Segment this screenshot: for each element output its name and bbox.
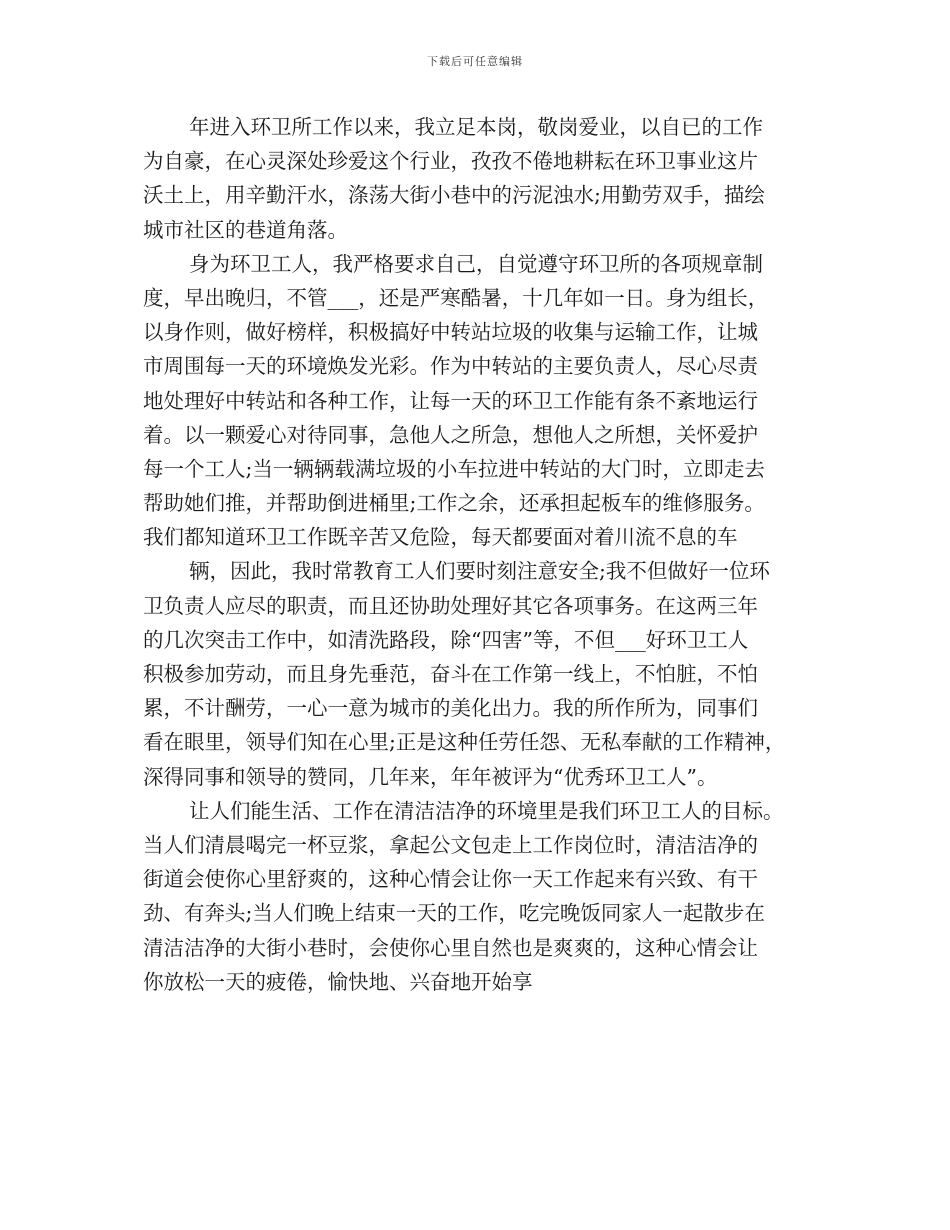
text-line: 辆，因此，我时常教育工人们要时刻注意安全;我不但做好一位环 (189, 559, 770, 584)
text-line: 积极参加劳动，而且身先垂范，奋斗在工作第一线上，不怕脏，不怕 (143, 662, 758, 686)
text-line: 街道会使你心里舒爽的，这种心情会让你一天工作起来有兴致、有干 (143, 867, 758, 892)
text-line: 看在眼里，领导们知在心里;正是这种任劳任怨、无私奉献的工作精神， (143, 730, 786, 755)
text-line: 累，不计酬劳，一心一意为城市的美化出力。我的所作所为，同事们 (143, 696, 758, 721)
text-line: 以身作则，做好榜样，积极搞好中转站垃圾的收集与运输工作，让城 (143, 320, 758, 345)
text-line: 的几次突击工作中，如清洗路段，除“四害”等，不但___好环卫工人 (143, 627, 749, 652)
text-line: 身为环卫工人，我严格要求自己，自觉遵守环卫所的各项规章制 (189, 251, 763, 276)
text-line: 为自豪，在心灵深处珍爱这个行业，孜孜不倦地耕耘在环卫事业这片 (143, 149, 758, 174)
text-line: 你放松一天的疲倦，愉快地、兴奋地开始享 (143, 969, 533, 994)
text-line: 市周围每一天的环境焕发光彩。作为中转站的主要负责人，尽心尽责 (143, 354, 758, 379)
text-line: 帮助她们推，并帮助倒进桶里;工作之余，还承担起板车的维修服务。 (143, 491, 765, 516)
text-line: 城市社区的巷道角落。 (143, 217, 348, 242)
document-body (143, 110, 823, 999)
page-header: 下载后可任意编辑 (427, 55, 523, 68)
text-line: 让人们能生活、工作在清洁洁净的环境里是我们环卫工人的目标。 (189, 798, 784, 823)
text-line: 地处理好中转站和各种工作，让每一天的环卫工作能有条不紊地运行 (143, 388, 758, 413)
text-line: 劲、有奔头;当人们晚上结束一天的工作，吃完晚饭同家人一起散步在 (143, 901, 765, 926)
text-line: 度，早出晚归，不管___，还是严寒酷暑，十几年如一日。身为组长， (143, 285, 769, 310)
text-line: 着。以一颗爱心对待同事，急他人之所急，想他人之所想，关怀爱护 (143, 422, 758, 447)
text-line: 深得同事和领导的赞同，几年来，年年被评为“优秀环卫工人”。 (143, 764, 718, 789)
text-line: 当人们清晨喝完一杯豆浆，拿起公文包走上工作岗位时，清洁洁净的 (143, 832, 758, 857)
text-line: 我们都知道环卫工作既辛苦又危险，每天都要面对着川流不息的车 (143, 525, 738, 550)
text-line: 卫负责人应尽的职责，而且还协助处理好其它各项事务。在这两三年 (143, 593, 758, 618)
text-line: 每一个工人;当一辆辆载满垃圾的小车拉进中转站的大门时，立即走去 (143, 456, 765, 481)
text-line: 沃土上，用辛勤汗水，涤荡大街小巷中的污泥浊水;用勤劳双手，描绘 (143, 183, 765, 208)
text-line: 清洁洁净的大街小巷时，会使你心里自然也是爽爽的，这种心情会让 (143, 935, 758, 960)
text-line: 年进入环卫所工作以来，我立足本岗，敬岗爱业，以自已的工作 (189, 115, 763, 139)
